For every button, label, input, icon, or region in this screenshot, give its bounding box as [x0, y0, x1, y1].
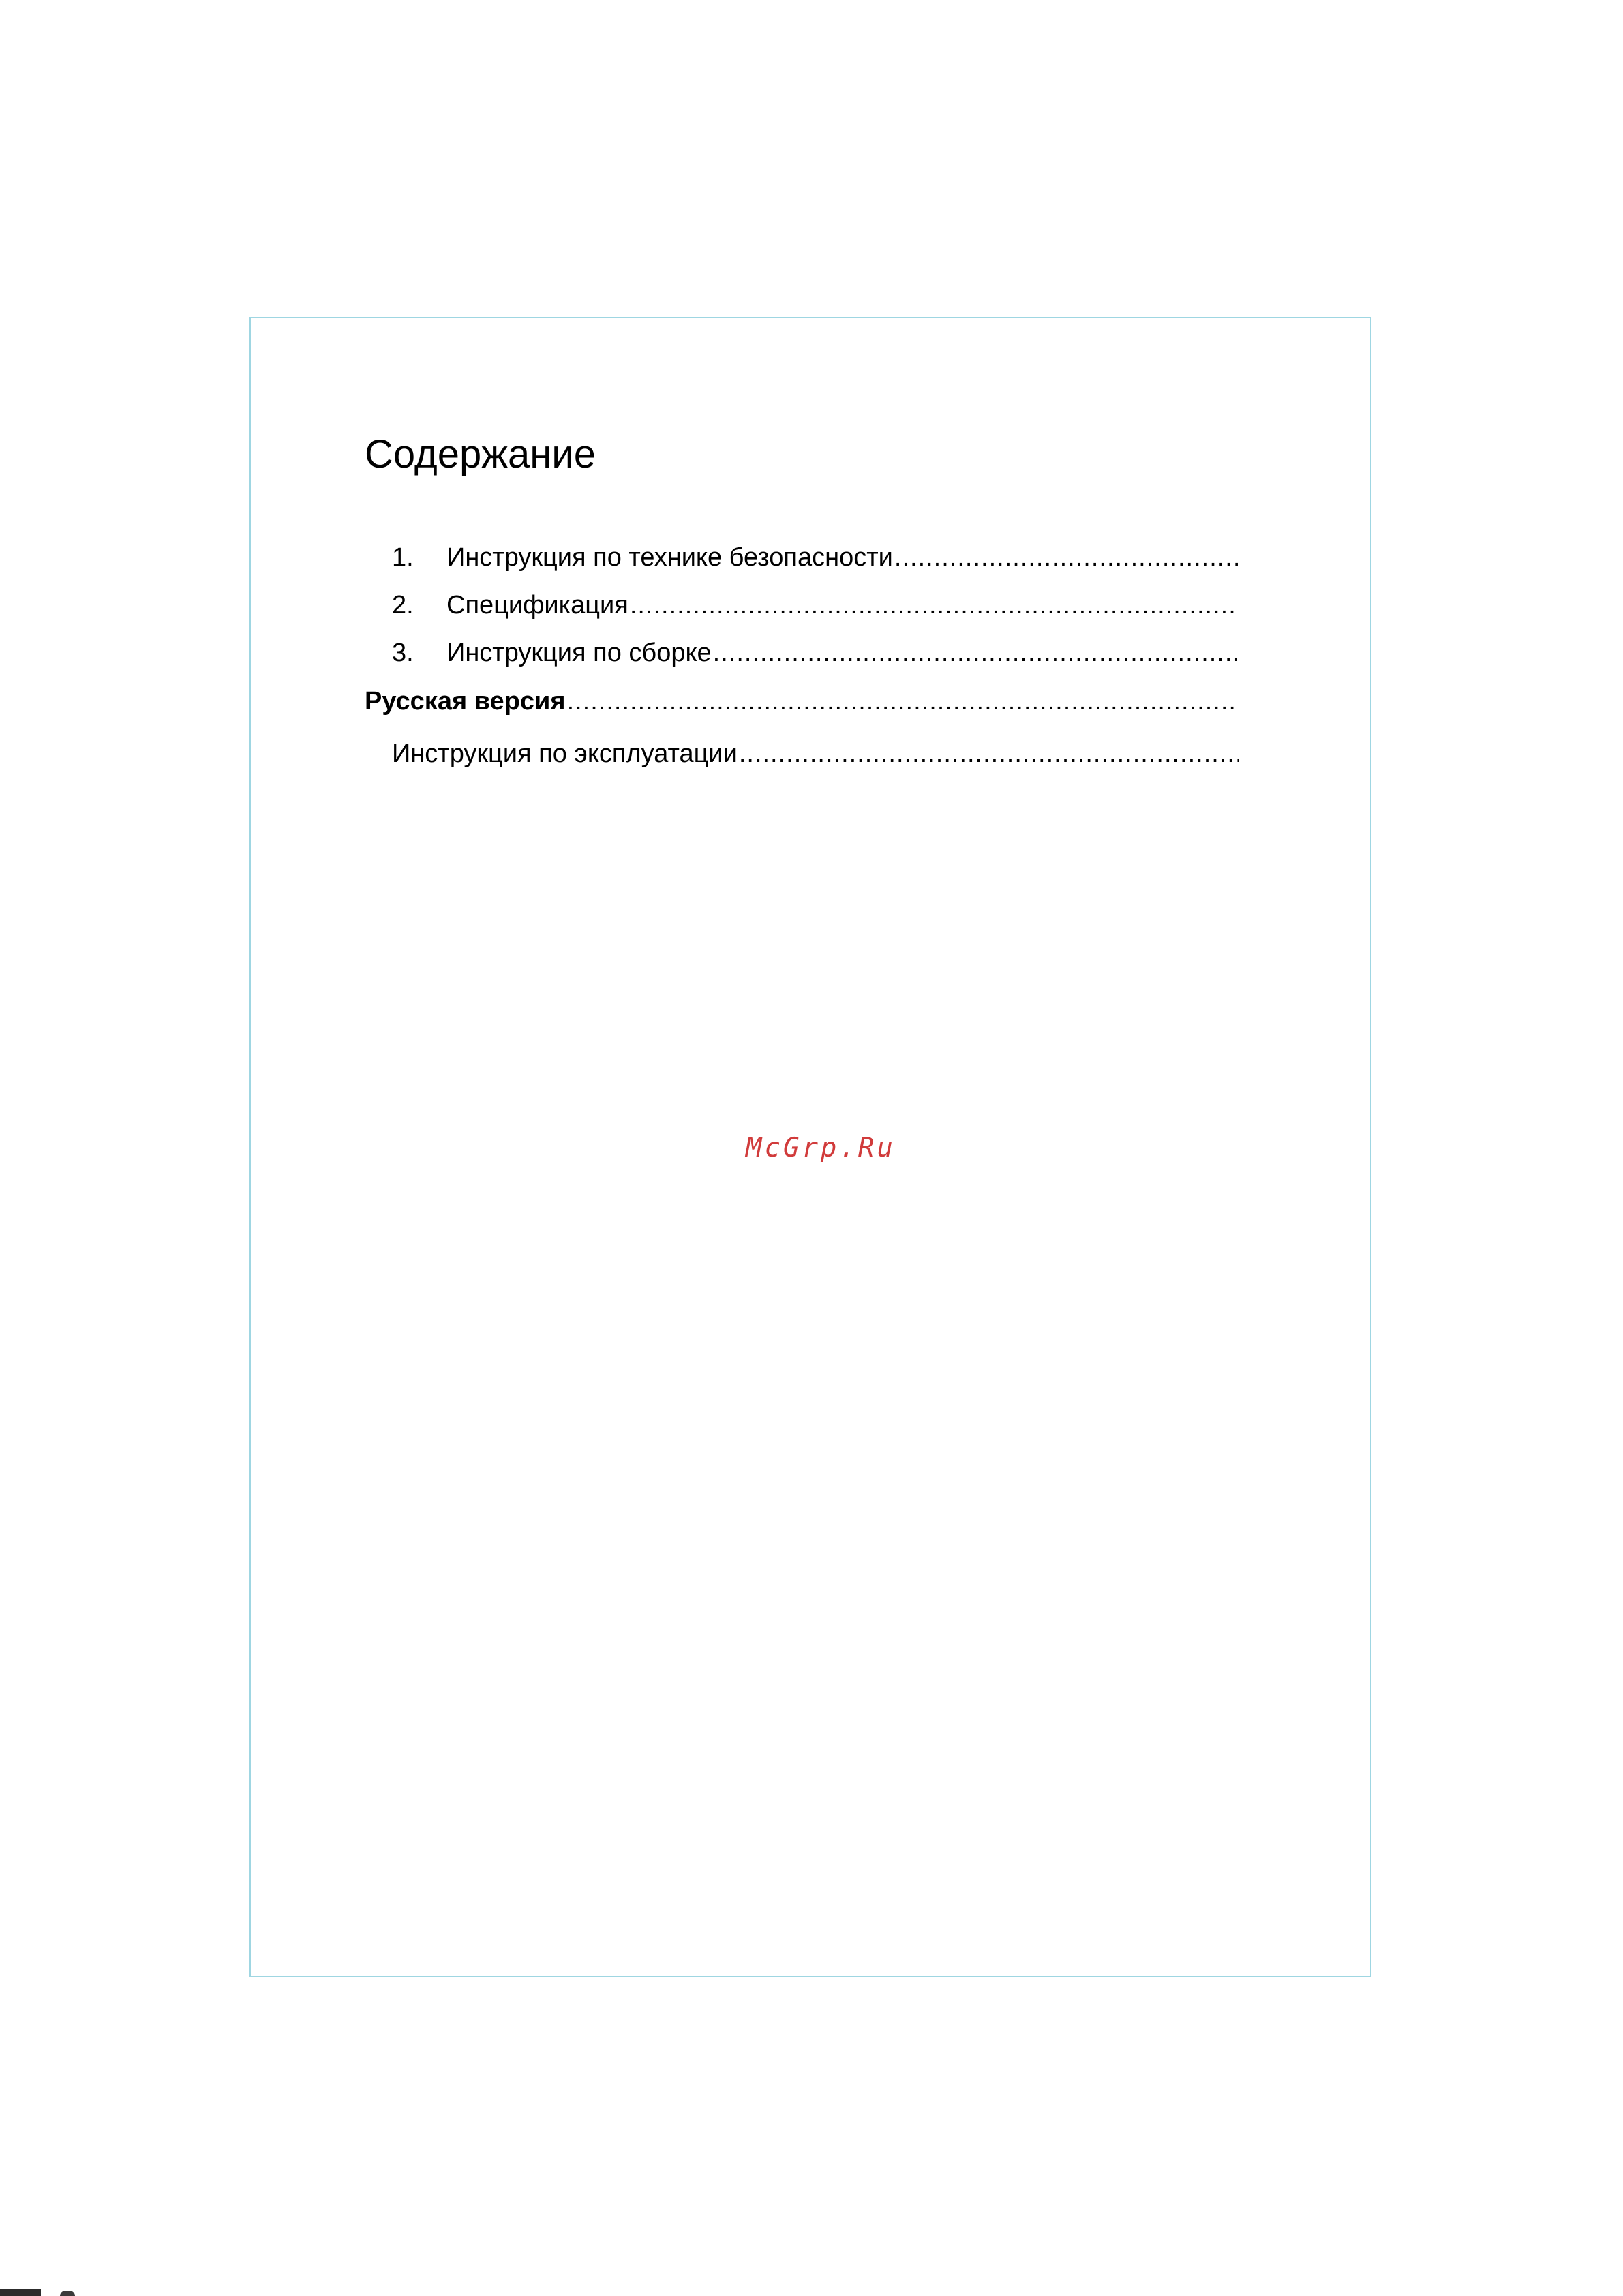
toc-dot-leader	[713, 637, 1237, 669]
toc-entry-label: Инструкция по эксплуатации	[392, 739, 738, 768]
toc-entry-assembly[interactable]	[392, 637, 1237, 669]
watermark: McGrp.Ru	[746, 1133, 896, 1163]
toc-dot-leader	[739, 737, 1239, 770]
toc-section-russian-version[interactable]	[365, 685, 1237, 718]
page-title: Содержание	[365, 432, 596, 476]
toc-dot-leader	[894, 541, 1239, 574]
toc-entry-label: Инструкция по технике безопасности	[446, 543, 893, 572]
toc-entry-safety[interactable]	[392, 541, 1239, 574]
page-edge-mark	[0, 2289, 41, 2296]
toc-entry-operating-instructions[interactable]	[392, 737, 1239, 770]
toc-entry-specification[interactable]	[392, 589, 1238, 622]
toc-entry-label: Спецификация	[446, 591, 628, 619]
toc-dot-leader	[630, 589, 1238, 622]
toc-section-label: Русская версия	[365, 687, 566, 716]
toc-entry-label: Инструкция по сборке	[446, 639, 712, 667]
toc-entry-number: 2.	[392, 591, 414, 619]
toc-dot-leader	[567, 685, 1237, 718]
toc-entry-number: 1.	[392, 543, 414, 572]
page-edge-mark	[60, 2291, 75, 2296]
toc-entry-number: 3.	[392, 639, 414, 667]
